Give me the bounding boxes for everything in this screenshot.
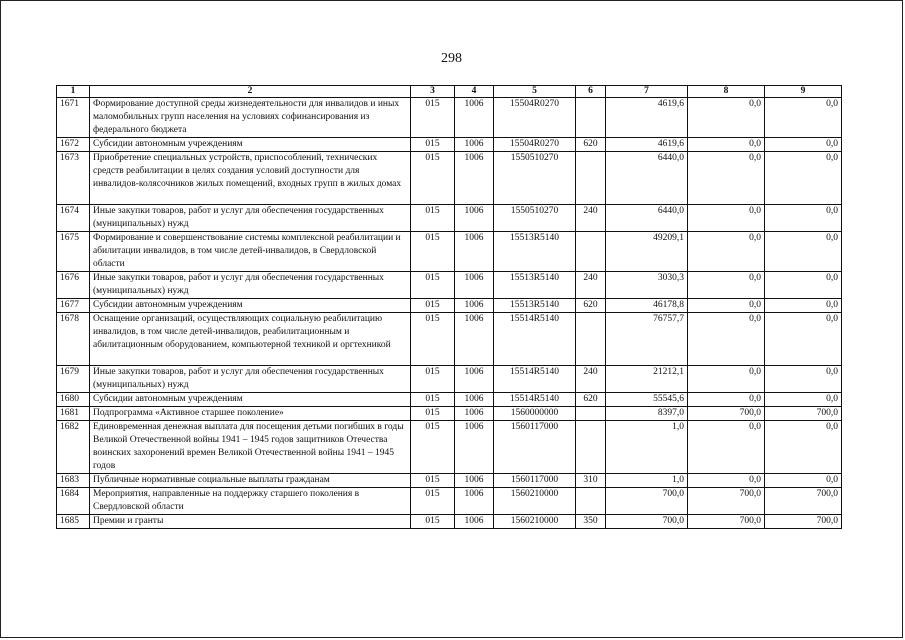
cell-col8: 0,0 [688,232,765,272]
table-row [57,272,842,299]
cell-col8: 0,0 [688,205,765,232]
row-number: 1671 [57,98,90,138]
header-row [57,86,842,98]
cell-col5: 15513R5140 [494,232,576,272]
cell-col6 [576,152,606,205]
table-row [57,407,842,421]
cell-col6: 310 [576,474,606,488]
row-number: 1684 [57,488,90,515]
cell-col7: 21212,1 [606,366,688,393]
row-number: 1672 [57,138,90,152]
row-name: Оснащение организаций, осуществляющих социальную реабилитацию инвалидов, в том числе детей-инвалидов, реабилитационным и абилитационным оборудованием, компьютерной техникой и оргтехникой [90,313,411,366]
cell-col4: 1006 [455,474,494,488]
cell-col4: 1006 [455,515,494,529]
table-row [57,205,842,232]
cell-col9: 0,0 [765,421,842,474]
cell-col6 [576,232,606,272]
cell-col6 [576,313,606,366]
cell-col6: 350 [576,515,606,529]
cell-col3: 015 [411,393,455,407]
cell-col9: 0,0 [765,152,842,205]
cell-col8: 0,0 [688,152,765,205]
cell-col9: 700,0 [765,488,842,515]
table-row [57,152,842,205]
cell-col5: 15504R0270 [494,138,576,152]
cell-col5: 1560000000 [494,407,576,421]
cell-col7: 4619,6 [606,98,688,138]
cell-col7: 49209,1 [606,232,688,272]
cell-col4: 1006 [455,152,494,205]
cell-col5: 15513R5140 [494,299,576,313]
row-number: 1677 [57,299,90,313]
cell-col3: 015 [411,313,455,366]
column-header: 3 [411,86,455,98]
cell-col3: 015 [411,232,455,272]
column-header: 4 [455,86,494,98]
cell-col5: 1560117000 [494,421,576,474]
cell-col4: 1006 [455,366,494,393]
table-row [57,313,842,366]
table-row [57,515,842,529]
row-number: 1674 [57,205,90,232]
cell-col6 [576,98,606,138]
cell-col3: 015 [411,366,455,393]
column-header: 8 [688,86,765,98]
row-number: 1685 [57,515,90,529]
cell-col6 [576,421,606,474]
row-number: 1673 [57,152,90,205]
cell-col5: 15514R5140 [494,313,576,366]
cell-col8: 0,0 [688,366,765,393]
cell-col9: 0,0 [765,138,842,152]
column-header: 5 [494,86,576,98]
cell-col7: 700,0 [606,515,688,529]
row-number: 1681 [57,407,90,421]
cell-col4: 1006 [455,407,494,421]
row-name: Формирование и совершенствование системы комплексной реабилитации и абилитации инвалидов, в том числе детей-инвалидов, в Свердловской области [90,232,411,272]
cell-col7: 6440,0 [606,152,688,205]
cell-col5: 1560210000 [494,488,576,515]
row-name: Иные закупки товаров, работ и услуг для обеспечения государственных (муниципальных) нужд [90,205,411,232]
row-name: Субсидии автономным учреждениям [90,138,411,152]
row-number: 1678 [57,313,90,366]
cell-col4: 1006 [455,421,494,474]
cell-col9: 0,0 [765,98,842,138]
cell-col7: 46178,8 [606,299,688,313]
cell-col7: 1,0 [606,474,688,488]
cell-col8: 700,0 [688,407,765,421]
cell-col7: 76757,7 [606,313,688,366]
cell-col4: 1006 [455,205,494,232]
row-number: 1680 [57,393,90,407]
column-header: 1 [57,86,90,98]
cell-col5: 15514R5140 [494,366,576,393]
cell-col8: 0,0 [688,299,765,313]
cell-col5: 1550510270 [494,152,576,205]
row-name: Подпрограмма «Активное старшее поколение» [90,407,411,421]
cell-col7: 8397,0 [606,407,688,421]
row-name: Субсидии автономным учреждениям [90,393,411,407]
cell-col7: 1,0 [606,421,688,474]
cell-col3: 015 [411,299,455,313]
cell-col8: 0,0 [688,138,765,152]
cell-col6: 240 [576,366,606,393]
table-row [57,366,842,393]
table-row [57,474,842,488]
cell-col9: 0,0 [765,313,842,366]
cell-col7: 3030,3 [606,272,688,299]
cell-col4: 1006 [455,98,494,138]
cell-col3: 015 [411,474,455,488]
cell-col6 [576,407,606,421]
cell-col5: 15504R0270 [494,98,576,138]
table-row [57,393,842,407]
table-row [57,232,842,272]
row-name: Единовременная денежная выплата для посещения детьми погибших в годы Великой Отечественной войны 1941 – 1945 годов защитников Отечества воинских захоронений времен Великой Отечественной войны 1941 – 1945 годов [90,421,411,474]
cell-col4: 1006 [455,313,494,366]
column-header: 6 [576,86,606,98]
cell-col9: 700,0 [765,407,842,421]
cell-col9: 0,0 [765,366,842,393]
cell-col5: 1550510270 [494,205,576,232]
cell-col3: 015 [411,488,455,515]
cell-col8: 0,0 [688,474,765,488]
cell-col3: 015 [411,421,455,474]
column-header: 7 [606,86,688,98]
cell-col9: 0,0 [765,232,842,272]
table-row [57,421,842,474]
cell-col9: 0,0 [765,299,842,313]
cell-col9: 0,0 [765,272,842,299]
cell-col6: 620 [576,299,606,313]
table-row [57,488,842,515]
row-name: Иные закупки товаров, работ и услуг для обеспечения государственных (муниципальных) нужд [90,272,411,299]
column-header: 2 [90,86,411,98]
cell-col4: 1006 [455,138,494,152]
cell-col7: 55545,6 [606,393,688,407]
cell-col8: 0,0 [688,421,765,474]
cell-col3: 015 [411,152,455,205]
cell-col4: 1006 [455,232,494,272]
cell-col9: 0,0 [765,474,842,488]
cell-col3: 015 [411,515,455,529]
row-number: 1682 [57,421,90,474]
row-number: 1679 [57,366,90,393]
cell-col5: 15513R5140 [494,272,576,299]
cell-col8: 0,0 [688,313,765,366]
row-name: Приобретение специальных устройств, приспособлений, технических средств реабилитации в целях создания условий доступности для инвалидов-колясочников жилых помещений, входных групп в жилых домах [90,152,411,205]
cell-col5: 15514R5140 [494,393,576,407]
table-row [57,299,842,313]
row-name: Публичные нормативные социальные выплаты гражданам [90,474,411,488]
cell-col7: 700,0 [606,488,688,515]
cell-col8: 700,0 [688,515,765,529]
cell-col8: 0,0 [688,98,765,138]
cell-col6 [576,488,606,515]
cell-col7: 6440,0 [606,205,688,232]
cell-col3: 015 [411,138,455,152]
row-name: Формирование доступной среды жизнедеятельности для инвалидов и иных маломобильных групп населения на условиях софинансирования из федерального бюджета [90,98,411,138]
table-row [57,138,842,152]
cell-col3: 015 [411,407,455,421]
cell-col4: 1006 [455,393,494,407]
cell-col9: 700,0 [765,515,842,529]
budget-table [56,85,842,529]
row-name: Премии и гранты [90,515,411,529]
cell-col6: 620 [576,393,606,407]
page-number: 298 [441,51,462,66]
cell-col5: 1560210000 [494,515,576,529]
row-number: 1683 [57,474,90,488]
row-name: Иные закупки товаров, работ и услуг для обеспечения государственных (муниципальных) нужд [90,366,411,393]
cell-col8: 0,0 [688,393,765,407]
row-number: 1676 [57,272,90,299]
row-number: 1675 [57,232,90,272]
row-name: Субсидии автономным учреждениям [90,299,411,313]
table-row [57,98,842,138]
cell-col5: 1560117000 [494,474,576,488]
cell-col8: 0,0 [688,272,765,299]
cell-col4: 1006 [455,299,494,313]
cell-col6: 620 [576,138,606,152]
cell-col8: 700,0 [688,488,765,515]
cell-col3: 015 [411,98,455,138]
row-name: Мероприятия, направленные на поддержку старшего поколения в Свердловской области [90,488,411,515]
cell-col9: 0,0 [765,205,842,232]
cell-col7: 4619,6 [606,138,688,152]
cell-col6: 240 [576,272,606,299]
cell-col3: 015 [411,272,455,299]
cell-col3: 015 [411,205,455,232]
cell-col4: 1006 [455,272,494,299]
column-header: 9 [765,86,842,98]
cell-col6: 240 [576,205,606,232]
cell-col9: 0,0 [765,393,842,407]
cell-col4: 1006 [455,488,494,515]
